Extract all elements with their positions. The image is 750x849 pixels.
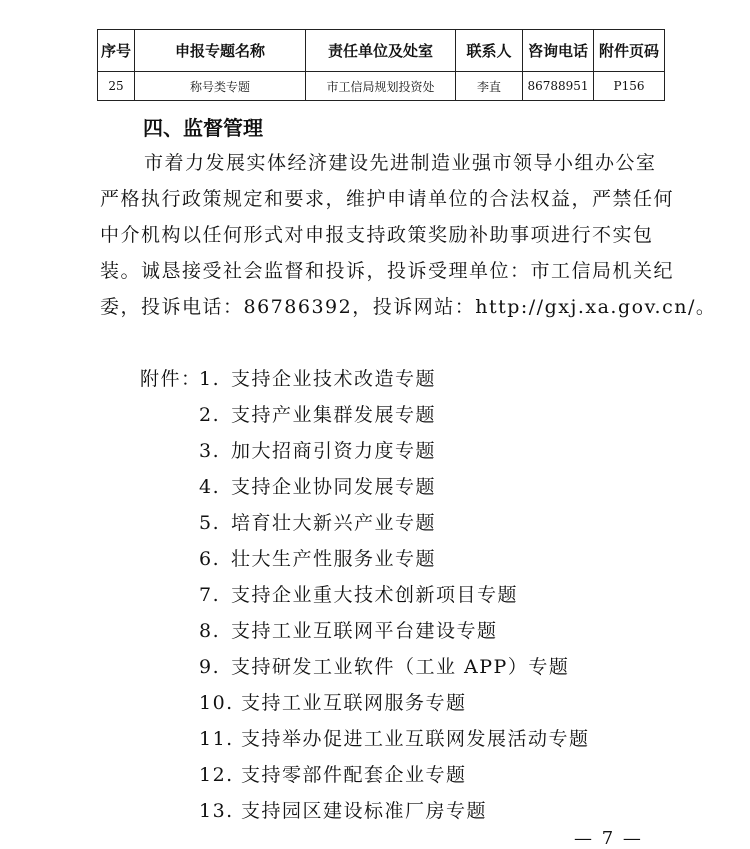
list-item: 7. 支持企业重大技术创新项目专题	[199, 584, 519, 606]
list-item: 10. 支持工业互联网服务专题	[199, 692, 467, 714]
page-number: — 7 —	[574, 828, 643, 849]
table-row	[98, 72, 665, 101]
list-item: 8. 支持工业互联网平台建设专题	[199, 620, 498, 642]
cell-phone: 86788951	[523, 72, 594, 101]
list-item: 6. 壮大生产性服务业专题	[199, 548, 437, 570]
paragraph-line: 中介机构以任何形式对申报支持政策奖励补助事项进行不实包	[100, 224, 654, 246]
supervision-paragraph	[100, 145, 717, 325]
header-cell-contact: 联系人	[456, 30, 523, 72]
paragraph-line: 装。诚恳接受社会监督和投诉，投诉受理单位：市工信局机关纪	[100, 260, 675, 282]
cell-index: 25	[98, 72, 135, 101]
list-item: 3. 加大招商引资力度专题	[199, 440, 437, 462]
header-cell-unit: 责任单位及处室	[306, 30, 456, 72]
header-cell-page: 附件页码	[594, 30, 665, 72]
cell-contact: 李直	[456, 72, 523, 101]
cell-unit: 市工信局规划投资处	[306, 72, 456, 101]
cell-topic: 称号类专题	[135, 72, 306, 101]
list-item: 12. 支持零部件配套企业专题	[199, 764, 467, 786]
header-cell-topic: 申报专题名称	[135, 30, 306, 72]
header-cell-phone: 咨询电话	[523, 30, 594, 72]
list-item: 9. 支持研发工业软件（工业 APP）专题	[199, 656, 570, 678]
list-item: 11. 支持举办促进工业互联网发展活动专题	[199, 728, 590, 750]
list-item: 5. 培育壮大新兴产业专题	[199, 512, 437, 534]
paragraph-line: 市着力发展实体经济建设先进制造业强市领导小组办公室	[144, 152, 657, 174]
cell-page: P156	[594, 72, 665, 101]
list-item: 1. 支持企业技术改造专题	[199, 368, 437, 390]
header-cell-index: 序号	[98, 30, 135, 72]
list-item: 13. 支持园区建设标准厂房专题	[199, 800, 488, 822]
paragraph-line: 严格执行政策规定和要求，维护申请单位的合法权益，严禁任何	[100, 188, 675, 210]
project-table	[97, 29, 665, 101]
section-heading: 四、监督管理	[143, 116, 263, 140]
table-header-row	[98, 30, 665, 72]
list-item: 4. 支持企业协同发展专题	[199, 476, 437, 498]
list-item: 2. 支持产业集群发展专题	[199, 404, 437, 426]
paragraph-line: 委，投诉电话：86786392，投诉网站：http://gxj.xa.gov.cn/。	[100, 296, 717, 318]
attachments-label: 附件：	[140, 368, 202, 390]
